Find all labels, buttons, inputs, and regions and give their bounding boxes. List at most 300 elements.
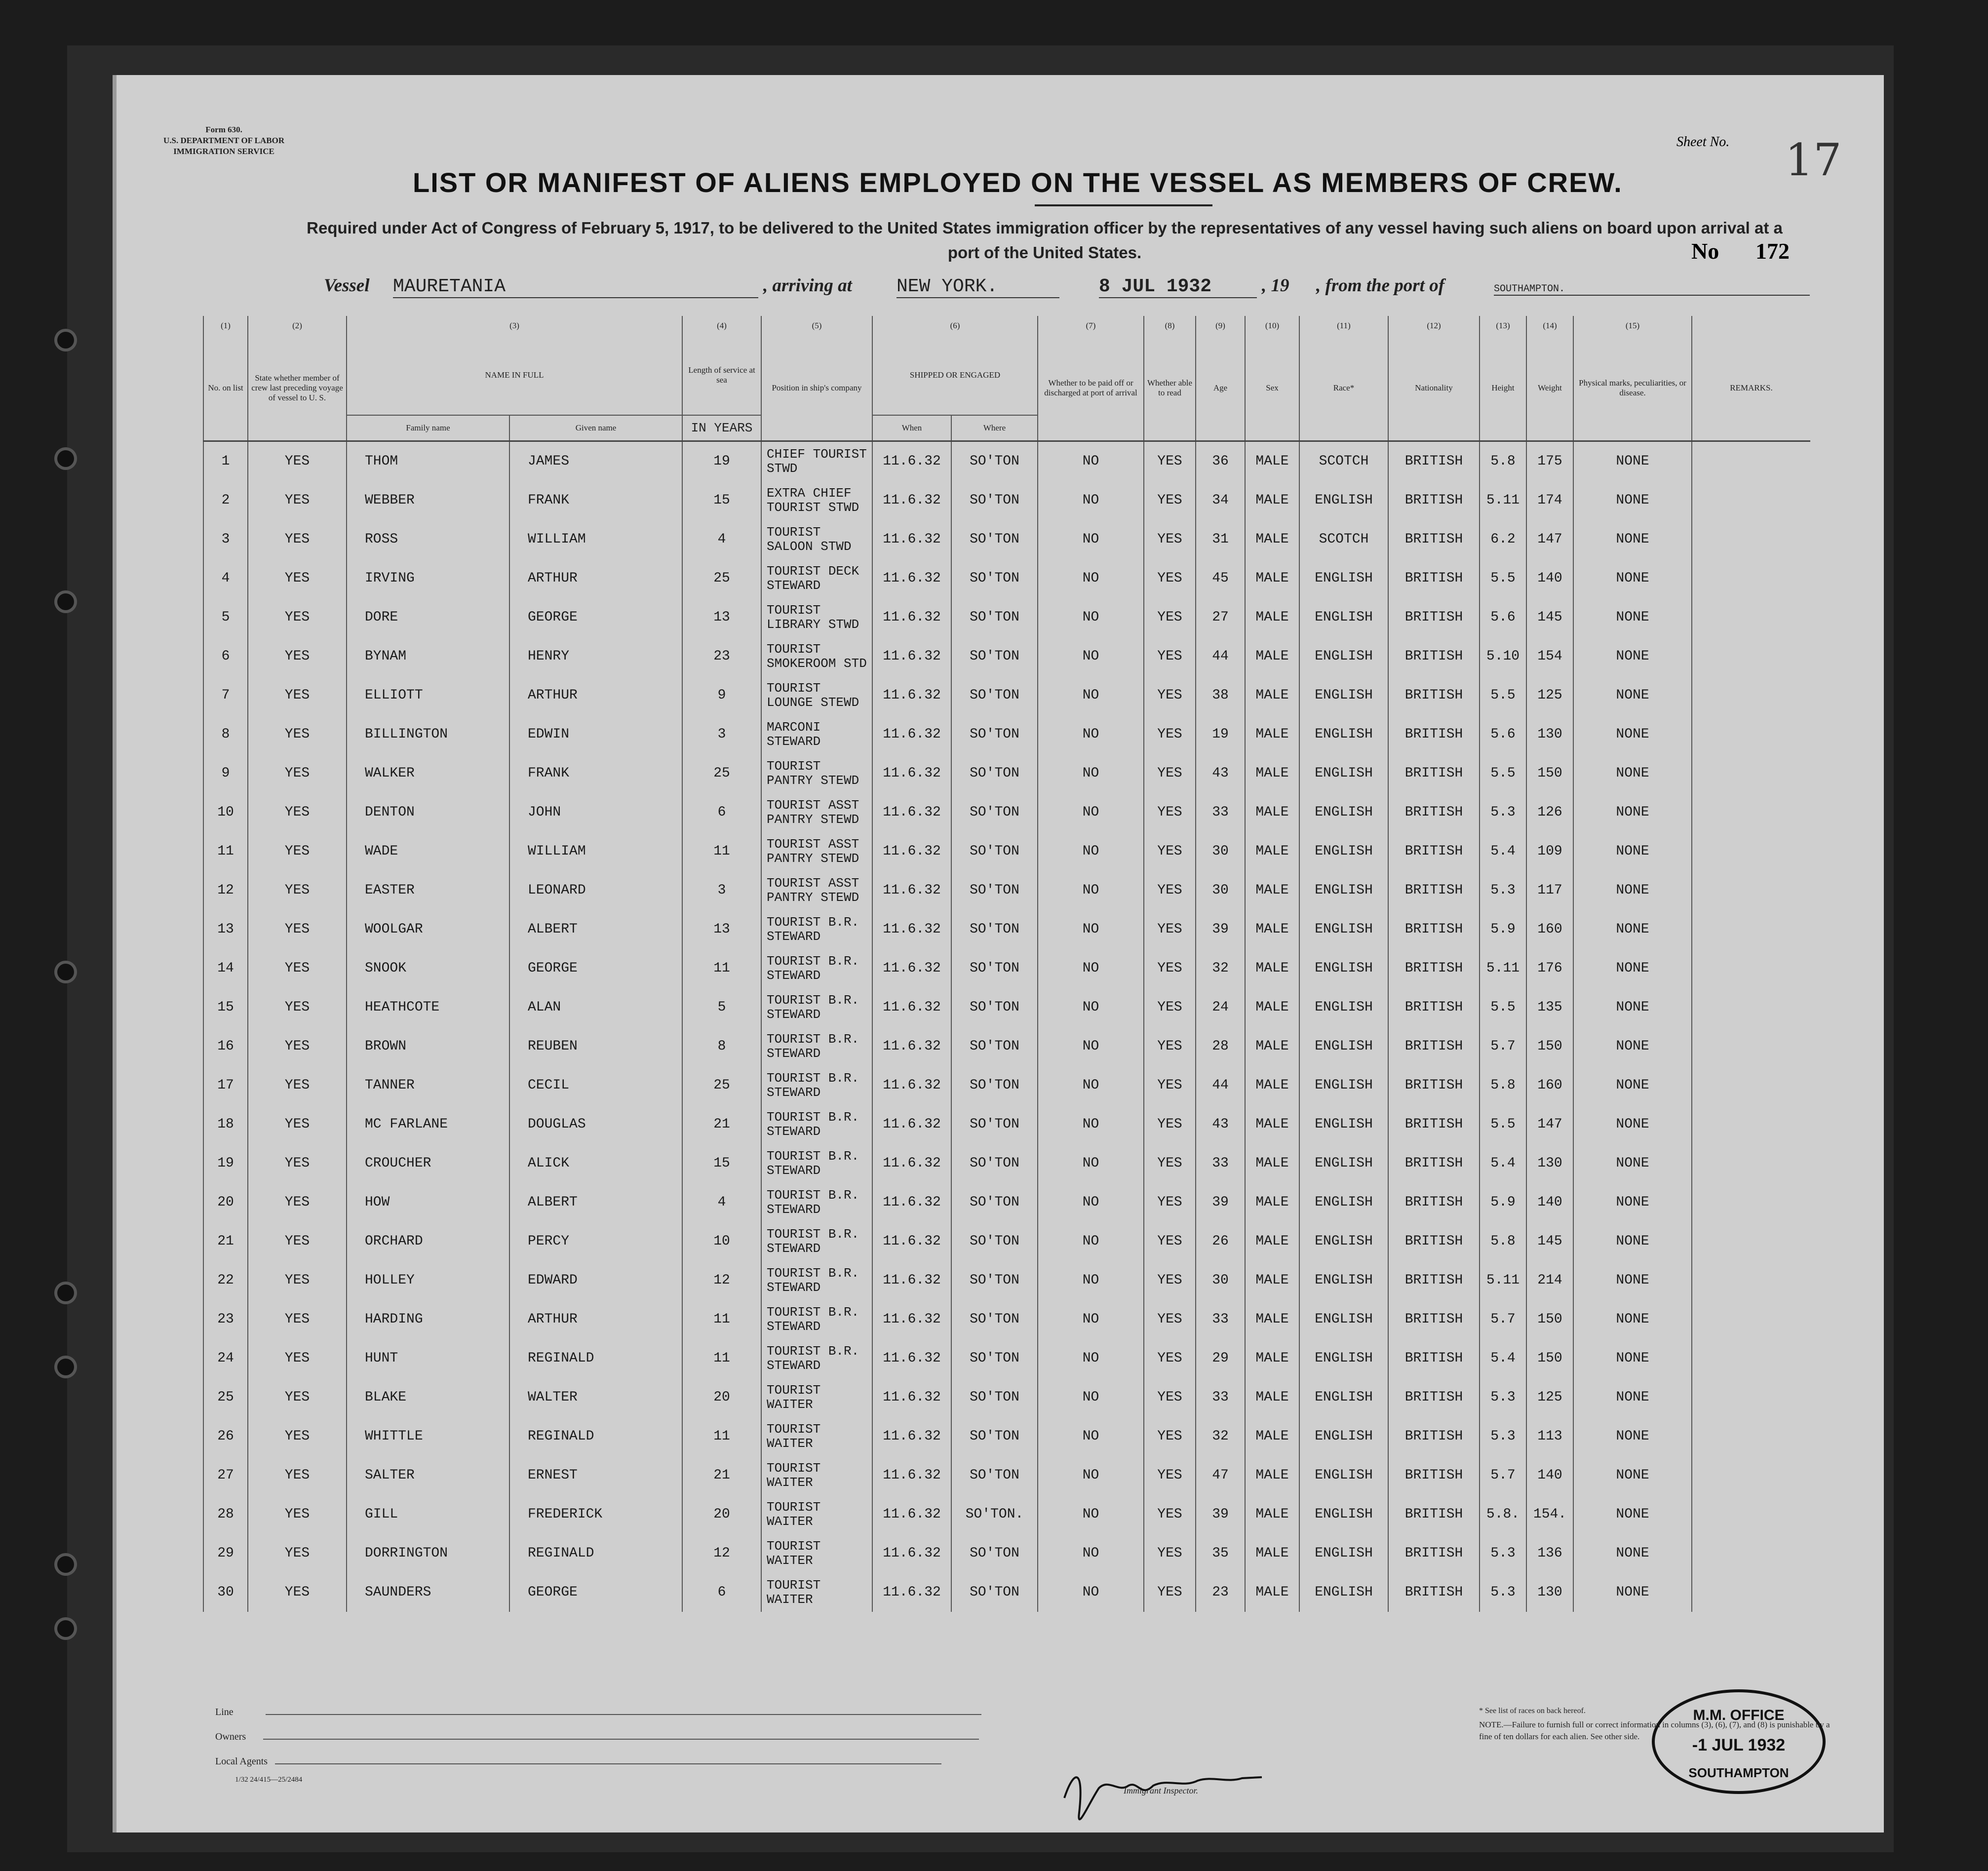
able-to-read-cell: YES xyxy=(1144,1495,1196,1534)
remarks-cell xyxy=(1692,1573,1810,1612)
crew-row xyxy=(203,754,1810,793)
row-number-cell: 12 xyxy=(203,871,248,910)
sex-cell: MALE xyxy=(1245,1183,1299,1222)
able-to-read-cell: YES xyxy=(1144,832,1196,871)
given-name-cell: ARTHUR xyxy=(509,676,682,715)
race-cell: ENGLISH xyxy=(1299,1300,1388,1339)
nationality-cell: BRITISH xyxy=(1388,637,1480,676)
nationality-cell: BRITISH xyxy=(1388,988,1480,1027)
shipped-where-cell: SO'TON xyxy=(951,1066,1038,1105)
form-header xyxy=(163,124,284,157)
stamp-location: SOUTHAMPTON xyxy=(1688,1765,1789,1780)
years-service-cell: 6 xyxy=(682,1573,761,1612)
weight-cell: 150 xyxy=(1526,1300,1573,1339)
prior-voyage-cell: YES xyxy=(248,1183,347,1222)
race-cell: ENGLISH xyxy=(1299,1339,1388,1378)
prior-voyage-cell: YES xyxy=(248,1066,347,1105)
sex-cell: MALE xyxy=(1245,910,1299,949)
paid-off-cell: NO xyxy=(1038,1573,1144,1612)
years-service-cell: 21 xyxy=(682,1105,761,1144)
row-number-cell: 14 xyxy=(203,949,248,988)
height-cell: 5.8 xyxy=(1480,441,1526,481)
nationality-cell: BRITISH xyxy=(1388,715,1480,754)
years-service-cell: 19 xyxy=(682,441,761,481)
header-remarks: REMARKS. xyxy=(1692,336,1810,441)
row-number-cell: 23 xyxy=(203,1300,248,1339)
footer-agents-label xyxy=(215,1756,941,1767)
shipped-where-cell: SO'TON xyxy=(951,1222,1038,1261)
weight-cell: 140 xyxy=(1526,559,1573,598)
weight-cell: 130 xyxy=(1526,1144,1573,1183)
race-cell: ENGLISH xyxy=(1299,1417,1388,1456)
crew-row xyxy=(203,988,1810,1027)
punch-hole xyxy=(57,1556,74,1573)
able-to-read-cell: YES xyxy=(1144,1105,1196,1144)
crew-row xyxy=(203,1144,1810,1183)
paid-off-cell: NO xyxy=(1038,1300,1144,1339)
race-cell: SCOTCH xyxy=(1299,520,1388,559)
position-cell: TOURIST B.R. STEWARD xyxy=(761,1300,872,1339)
shipped-when-cell: 11.6.32 xyxy=(872,754,951,793)
weight-cell: 175 xyxy=(1526,441,1573,481)
physical-marks-cell: NONE xyxy=(1573,949,1692,988)
paid-off-cell: NO xyxy=(1038,1261,1144,1300)
prior-voyage-cell: YES xyxy=(248,1378,347,1417)
sex-cell: MALE xyxy=(1245,598,1299,637)
able-to-read-cell: YES xyxy=(1144,910,1196,949)
remarks-cell xyxy=(1692,949,1810,988)
prior-voyage-cell: YES xyxy=(248,715,347,754)
shipped-when-cell: 11.6.32 xyxy=(872,1300,951,1339)
weight-cell: 150 xyxy=(1526,1027,1573,1066)
punch-hole xyxy=(57,450,74,467)
paid-off-cell: NO xyxy=(1038,1183,1144,1222)
age-cell: 33 xyxy=(1196,1144,1245,1183)
given-name-cell: CECIL xyxy=(509,1066,682,1105)
remarks-cell xyxy=(1692,1378,1810,1417)
family-name-cell: DORRINGTON xyxy=(347,1534,509,1573)
family-name-cell: ROSS xyxy=(347,520,509,559)
paid-off-cell: NO xyxy=(1038,793,1144,832)
crew-row xyxy=(203,1534,1810,1573)
arriving-label: , arriving at xyxy=(763,275,852,296)
sex-cell: MALE xyxy=(1245,1027,1299,1066)
family-name-cell: HUNT xyxy=(347,1339,509,1378)
paid-off-cell: NO xyxy=(1038,520,1144,559)
header-length-service: Length of service at sea xyxy=(682,336,761,415)
sex-cell: MALE xyxy=(1245,832,1299,871)
able-to-read-cell: YES xyxy=(1144,1456,1196,1495)
years-service-cell: 11 xyxy=(682,832,761,871)
physical-marks-cell: NONE xyxy=(1573,1573,1692,1612)
service-name: IMMIGRATION SERVICE xyxy=(173,147,274,156)
shipped-when-cell: 11.6.32 xyxy=(872,1378,951,1417)
years-service-cell: 3 xyxy=(682,871,761,910)
shipped-where-cell: SO'TON xyxy=(951,481,1038,520)
owners-field xyxy=(263,1739,979,1740)
shipped-when-cell: 11.6.32 xyxy=(872,832,951,871)
sex-cell: MALE xyxy=(1245,1339,1299,1378)
position-cell: TOURIST SALOON STWD xyxy=(761,520,872,559)
shipped-where-cell: SO'TON xyxy=(951,676,1038,715)
shipped-when-cell: 11.6.32 xyxy=(872,1417,951,1456)
departure-label: , from the port of xyxy=(1316,275,1445,296)
position-cell: MARCONI STEWARD xyxy=(761,715,872,754)
family-name-cell: HARDING xyxy=(347,1300,509,1339)
age-cell: 28 xyxy=(1196,1027,1245,1066)
given-name-cell: WILLIAM xyxy=(509,832,682,871)
position-cell: TOURIST B.R. STEWARD xyxy=(761,949,872,988)
position-cell: TOURIST B.R. STEWARD xyxy=(761,1183,872,1222)
penalty-note: NOTE.—Failure to furnish full or correct information in columns (3), (6), (7), and (8) is punishable by a fine of ten dollars for each alien. See other side. xyxy=(1479,1720,1830,1741)
family-name-cell: SNOOK xyxy=(347,949,509,988)
nationality-cell: BRITISH xyxy=(1388,754,1480,793)
nationality-cell: BRITISH xyxy=(1388,676,1480,715)
prior-voyage-cell: YES xyxy=(248,793,347,832)
given-name-cell: REGINALD xyxy=(509,1417,682,1456)
weight-cell: 176 xyxy=(1526,949,1573,988)
physical-marks-cell: NONE xyxy=(1573,598,1692,637)
paid-off-cell: NO xyxy=(1038,481,1144,520)
physical-marks-cell: NONE xyxy=(1573,1105,1692,1144)
shipped-where-cell: SO'TON xyxy=(951,871,1038,910)
remarks-cell xyxy=(1692,1300,1810,1339)
header-age: Age xyxy=(1196,336,1245,441)
physical-marks-cell: NONE xyxy=(1573,715,1692,754)
given-name-cell: DOUGLAS xyxy=(509,1105,682,1144)
col-number-blank xyxy=(1692,316,1810,336)
given-name-cell: REUBEN xyxy=(509,1027,682,1066)
remarks-cell xyxy=(1692,559,1810,598)
age-cell: 24 xyxy=(1196,988,1245,1027)
paid-off-cell: NO xyxy=(1038,1378,1144,1417)
race-cell: ENGLISH xyxy=(1299,481,1388,520)
remarks-cell xyxy=(1692,1417,1810,1456)
sheet-number: 17 xyxy=(1785,134,1842,186)
weight-cell: 130 xyxy=(1526,1573,1573,1612)
physical-marks-cell: NONE xyxy=(1573,1417,1692,1456)
height-cell: 5.9 xyxy=(1480,1183,1526,1222)
crew-row xyxy=(203,1027,1810,1066)
race-cell: ENGLISH xyxy=(1299,1066,1388,1105)
row-number-cell: 22 xyxy=(203,1261,248,1300)
age-cell: 43 xyxy=(1196,1105,1245,1144)
paid-off-cell: NO xyxy=(1038,559,1144,598)
given-name-cell: JAMES xyxy=(509,441,682,481)
paid-off-cell: NO xyxy=(1038,1222,1144,1261)
nationality-cell: BRITISH xyxy=(1388,1573,1480,1612)
shipped-where-cell: SO'TON xyxy=(951,520,1038,559)
family-name-cell: WOOLGAR xyxy=(347,910,509,949)
position-cell: TOURIST B.R. STEWARD xyxy=(761,988,872,1027)
nationality-cell: BRITISH xyxy=(1388,1105,1480,1144)
height-cell: 5.11 xyxy=(1480,481,1526,520)
years-service-cell: 25 xyxy=(682,559,761,598)
given-name-cell: EDWIN xyxy=(509,715,682,754)
paid-off-cell: NO xyxy=(1038,598,1144,637)
position-cell: TOURIST WAITER xyxy=(761,1534,872,1573)
prior-voyage-cell: YES xyxy=(248,988,347,1027)
physical-marks-cell: NONE xyxy=(1573,441,1692,481)
able-to-read-cell: YES xyxy=(1144,1300,1196,1339)
age-cell: 30 xyxy=(1196,871,1245,910)
remarks-cell xyxy=(1692,1183,1810,1222)
given-name-cell: PERCY xyxy=(509,1222,682,1261)
crew-row xyxy=(203,910,1810,949)
remarks-cell xyxy=(1692,1534,1810,1573)
row-number-cell: 29 xyxy=(203,1534,248,1573)
race-cell: ENGLISH xyxy=(1299,598,1388,637)
prior-voyage-cell: YES xyxy=(248,871,347,910)
height-cell: 5.3 xyxy=(1480,1378,1526,1417)
nationality-cell: BRITISH xyxy=(1388,1378,1480,1417)
position-cell: TOURIST SMOKEROOM STD xyxy=(761,637,872,676)
shipped-where-cell: SO'TON xyxy=(951,1183,1038,1222)
able-to-read-cell: YES xyxy=(1144,1027,1196,1066)
age-cell: 30 xyxy=(1196,1261,1245,1300)
sex-cell: MALE xyxy=(1245,871,1299,910)
sex-cell: MALE xyxy=(1245,1456,1299,1495)
years-service-cell: 21 xyxy=(682,1456,761,1495)
physical-marks-cell: NONE xyxy=(1573,988,1692,1027)
column-number-row xyxy=(203,316,1810,336)
race-cell: ENGLISH xyxy=(1299,1378,1388,1417)
paid-off-cell: NO xyxy=(1038,910,1144,949)
physical-marks-cell: NONE xyxy=(1573,1339,1692,1378)
physical-marks-cell: NONE xyxy=(1573,793,1692,832)
able-to-read-cell: YES xyxy=(1144,988,1196,1027)
position-cell: TOURIST WAITER xyxy=(761,1378,872,1417)
race-cell: ENGLISH xyxy=(1299,1261,1388,1300)
physical-marks-cell: NONE xyxy=(1573,559,1692,598)
race-cell: ENGLISH xyxy=(1299,988,1388,1027)
height-cell: 5.10 xyxy=(1480,637,1526,676)
race-cell: ENGLISH xyxy=(1299,949,1388,988)
years-service-cell: 8 xyxy=(682,1027,761,1066)
stamp-date: -1 JUL 1932 xyxy=(1692,1736,1786,1754)
height-cell: 6.2 xyxy=(1480,520,1526,559)
crew-row xyxy=(203,715,1810,754)
weight-cell: 135 xyxy=(1526,988,1573,1027)
weight-cell: 145 xyxy=(1526,598,1573,637)
row-number-cell: 7 xyxy=(203,676,248,715)
shipped-when-cell: 11.6.32 xyxy=(872,1222,951,1261)
physical-marks-cell: NONE xyxy=(1573,1495,1692,1534)
manifest-page xyxy=(113,75,1884,1832)
age-cell: 27 xyxy=(1196,598,1245,637)
header-weight: Weight xyxy=(1526,336,1573,441)
shipped-when-cell: 11.6.32 xyxy=(872,1261,951,1300)
shipped-when-cell: 11.6.32 xyxy=(872,1183,951,1222)
shipped-where-cell: SO'TON xyxy=(951,1573,1038,1612)
position-cell: TOURIST B.R. STEWARD xyxy=(761,910,872,949)
prior-voyage-cell: YES xyxy=(248,520,347,559)
shipped-when-cell: 11.6.32 xyxy=(872,441,951,481)
age-cell: 33 xyxy=(1196,793,1245,832)
prior-voyage-cell: YES xyxy=(248,1534,347,1573)
sex-cell: MALE xyxy=(1245,559,1299,598)
shipped-where-cell: SO'TON xyxy=(951,793,1038,832)
height-cell: 5.4 xyxy=(1480,1144,1526,1183)
crew-row xyxy=(203,637,1810,676)
years-service-cell: 5 xyxy=(682,988,761,1027)
prior-voyage-cell: YES xyxy=(248,1456,347,1495)
crew-row xyxy=(203,1573,1810,1612)
punch-hole xyxy=(57,332,74,349)
height-cell: 5.5 xyxy=(1480,559,1526,598)
inspector-label: Immigrant Inspector. xyxy=(1124,1786,1198,1795)
prior-voyage-cell: YES xyxy=(248,1300,347,1339)
stamp-office: M.M. OFFICE xyxy=(1693,1707,1785,1723)
weight-cell: 130 xyxy=(1526,715,1573,754)
position-cell: TOURIST ASST PANTRY STEWD xyxy=(761,793,872,832)
vessel-name-field xyxy=(393,275,763,298)
sex-cell: MALE xyxy=(1245,481,1299,520)
able-to-read-cell: YES xyxy=(1144,676,1196,715)
shipped-when-cell: 11.6.32 xyxy=(872,1339,951,1378)
prior-voyage-cell: YES xyxy=(248,676,347,715)
height-cell: 5.8. xyxy=(1480,1495,1526,1534)
remarks-cell xyxy=(1692,1456,1810,1495)
sex-cell: MALE xyxy=(1245,1300,1299,1339)
shipped-where-cell: SO'TON xyxy=(951,1417,1038,1456)
age-cell: 47 xyxy=(1196,1456,1245,1495)
crew-row xyxy=(203,1339,1810,1378)
shipped-where-cell: SO'TON xyxy=(951,1261,1038,1300)
prior-voyage-cell: YES xyxy=(248,637,347,676)
shipped-where-cell: SO'TON xyxy=(951,832,1038,871)
height-cell: 5.3 xyxy=(1480,793,1526,832)
shipped-when-cell: 11.6.32 xyxy=(872,481,951,520)
able-to-read-cell: YES xyxy=(1144,1339,1196,1378)
able-to-read-cell: YES xyxy=(1144,1144,1196,1183)
height-cell: 5.11 xyxy=(1480,949,1526,988)
crew-row xyxy=(203,832,1810,871)
family-name-cell: BILLINGTON xyxy=(347,715,509,754)
remarks-cell xyxy=(1692,988,1810,1027)
sex-cell: MALE xyxy=(1245,754,1299,793)
able-to-read-cell: YES xyxy=(1144,1261,1196,1300)
age-cell: 35 xyxy=(1196,1534,1245,1573)
family-name-cell: WADE xyxy=(347,832,509,871)
given-name-cell: LEONARD xyxy=(509,871,682,910)
header-physical: Physical marks, peculiarities, or disease. xyxy=(1573,336,1692,441)
able-to-read-cell: YES xyxy=(1144,1417,1196,1456)
remarks-cell xyxy=(1692,1261,1810,1300)
family-name-cell: TANNER xyxy=(347,1066,509,1105)
row-number-cell: 25 xyxy=(203,1378,248,1417)
given-name-cell: REGINALD xyxy=(509,1534,682,1573)
able-to-read-cell: YES xyxy=(1144,520,1196,559)
age-cell: 45 xyxy=(1196,559,1245,598)
col-number: (4) xyxy=(682,316,761,336)
position-cell: TOURIST ASST PANTRY STEWD xyxy=(761,871,872,910)
shipped-when-cell: 11.6.32 xyxy=(872,637,951,676)
race-cell: ENGLISH xyxy=(1299,754,1388,793)
col-number: (2) xyxy=(248,316,347,336)
able-to-read-cell: YES xyxy=(1144,1183,1196,1222)
prior-voyage-cell: YES xyxy=(248,1573,347,1612)
given-name-cell: ALBERT xyxy=(509,910,682,949)
header-able-read: Whether able to read xyxy=(1144,336,1196,441)
nationality-cell: BRITISH xyxy=(1388,910,1480,949)
sex-cell: MALE xyxy=(1245,1105,1299,1144)
age-cell: 44 xyxy=(1196,637,1245,676)
race-cell: ENGLISH xyxy=(1299,715,1388,754)
shipped-when-cell: 11.6.32 xyxy=(872,871,951,910)
nationality-cell: BRITISH xyxy=(1388,1222,1480,1261)
remarks-cell xyxy=(1692,715,1810,754)
family-name-cell: WHITTLE xyxy=(347,1417,509,1456)
shipped-where-cell: SO'TON xyxy=(951,1534,1038,1573)
departure-port: SOUTHAMPTON. xyxy=(1494,283,1810,296)
remarks-cell xyxy=(1692,1066,1810,1105)
row-number-cell: 27 xyxy=(203,1456,248,1495)
height-cell: 5.5 xyxy=(1480,754,1526,793)
position-cell: TOURIST WAITER xyxy=(761,1573,872,1612)
sex-cell: MALE xyxy=(1245,637,1299,676)
family-name-cell: WEBBER xyxy=(347,481,509,520)
race-cell: ENGLISH xyxy=(1299,1456,1388,1495)
years-service-cell: 3 xyxy=(682,715,761,754)
header-position: Position in ship's company xyxy=(761,336,872,441)
nationality-cell: BRITISH xyxy=(1388,598,1480,637)
row-number-cell: 26 xyxy=(203,1417,248,1456)
punch-hole xyxy=(57,1620,74,1637)
row-number-cell: 5 xyxy=(203,598,248,637)
weight-cell: 145 xyxy=(1526,1222,1573,1261)
sex-cell: MALE xyxy=(1245,793,1299,832)
shipped-when-cell: 11.6.32 xyxy=(872,1495,951,1534)
paid-off-cell: NO xyxy=(1038,1534,1144,1573)
col-number: (6) xyxy=(872,316,1038,336)
years-service-cell: 9 xyxy=(682,676,761,715)
height-cell: 5.3 xyxy=(1480,871,1526,910)
sex-cell: MALE xyxy=(1245,1066,1299,1105)
nationality-cell: BRITISH xyxy=(1388,559,1480,598)
remarks-cell xyxy=(1692,598,1810,637)
shipped-when-cell: 11.6.32 xyxy=(872,559,951,598)
page-title: LIST OR MANIFEST OF ALIENS EMPLOYED ON THE VESSEL AS MEMBERS OF CREW. xyxy=(413,167,1623,198)
page-subtitle: Required under Act of Congress of February 5, 1917, to be delivered to the United States immigration officer by the representatives of any vessel having such aliens on board upon arrival at a port of the United States. xyxy=(307,219,1783,262)
nationality-cell: BRITISH xyxy=(1388,1144,1480,1183)
shipped-when-cell: 11.6.32 xyxy=(872,598,951,637)
physical-marks-cell: NONE xyxy=(1573,1300,1692,1339)
height-cell: 5.4 xyxy=(1480,832,1526,871)
prior-voyage-cell: YES xyxy=(248,949,347,988)
nationality-cell: BRITISH xyxy=(1388,1339,1480,1378)
years-service-cell: 4 xyxy=(682,1183,761,1222)
family-name-cell: HOW xyxy=(347,1183,509,1222)
able-to-read-cell: YES xyxy=(1144,1222,1196,1261)
col-number: (3) xyxy=(347,316,682,336)
col-number: (1) xyxy=(203,316,248,336)
row-number-cell: 11 xyxy=(203,832,248,871)
family-name-cell: SAUNDERS xyxy=(347,1573,509,1612)
given-name-cell: GEORGE xyxy=(509,949,682,988)
shipped-where-cell: SO'TON xyxy=(951,1378,1038,1417)
race-cell: ENGLISH xyxy=(1299,793,1388,832)
height-cell: 5.5 xyxy=(1480,1105,1526,1144)
family-name-cell: GILL xyxy=(347,1495,509,1534)
row-number-cell: 8 xyxy=(203,715,248,754)
sex-cell: MALE xyxy=(1245,949,1299,988)
footer-line-label xyxy=(215,1707,981,1718)
given-name-cell: FRANK xyxy=(509,481,682,520)
able-to-read-cell: YES xyxy=(1144,598,1196,637)
crew-row xyxy=(203,1378,1810,1417)
weight-cell: 150 xyxy=(1526,1339,1573,1378)
